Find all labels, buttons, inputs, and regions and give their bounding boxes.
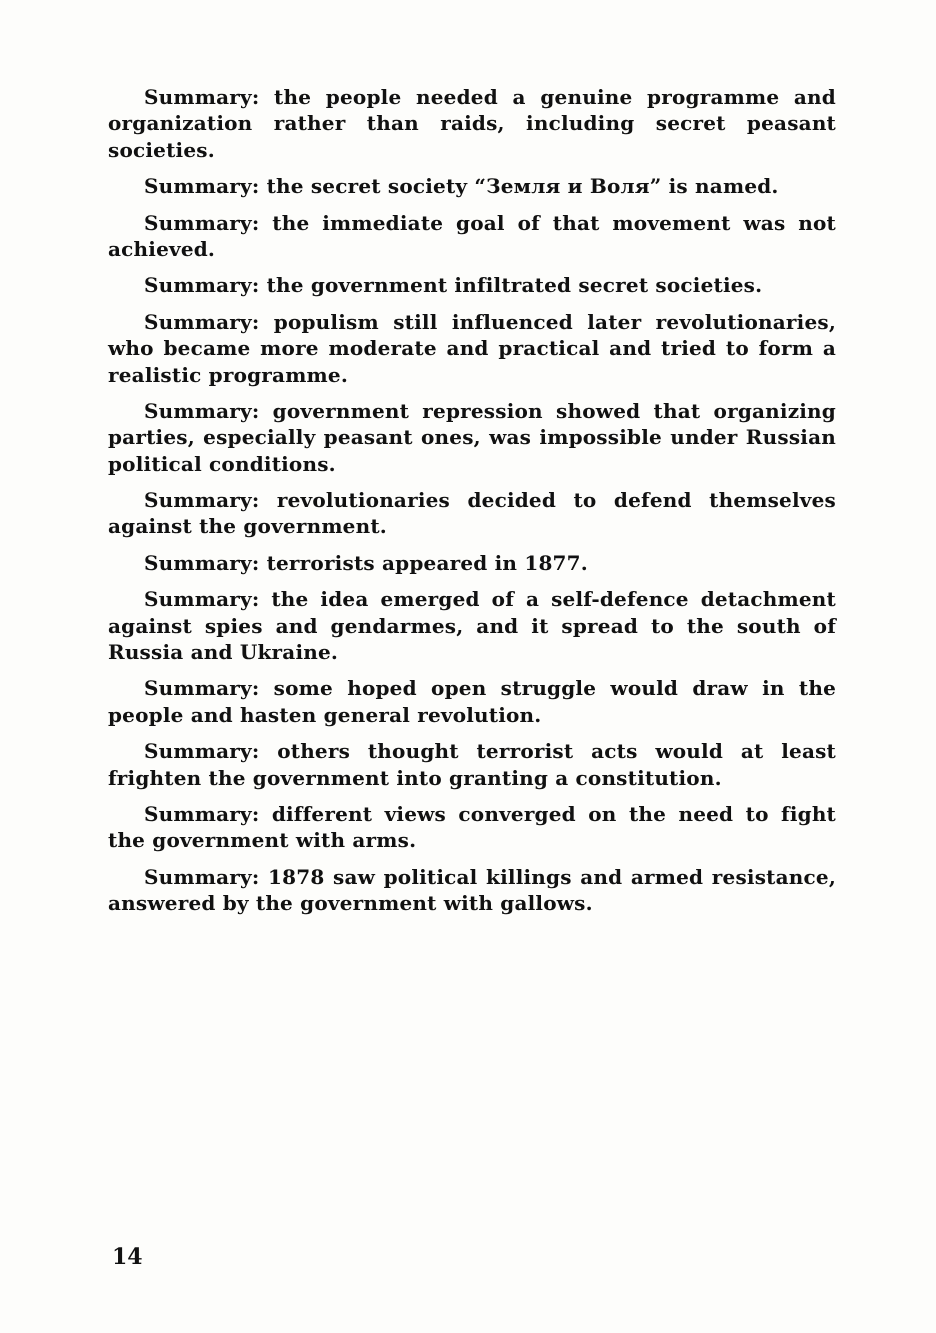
paragraph: Summary: others thought terrorist acts would at least frighten the government into granting a constitution. [108, 739, 836, 790]
paragraph: Summary: the immediate goal of that movement was not achieved. [108, 210, 836, 261]
paragraph: Summary: revolutionaries decided to defend themselves against the government. [108, 488, 836, 539]
paragraph: Summary: government repression showed that organizing parties, especially peasant ones, was impossible under Russian political conditions. [108, 398, 836, 476]
paragraph: Summary: different views converged on the need to fight the government with arms. [108, 801, 836, 853]
paragraph: Summary: the secret society “Земля и Воля” is named. [144, 174, 779, 199]
paragraph: Summary: the government infiltrated secret societies. [144, 273, 763, 298]
page-number: 14 [112, 1244, 143, 1270]
paragraph: Summary: the people needed a genuine programme and organization rather than raids, including secret peasant societies. [108, 85, 836, 162]
paragraph: Summary: terrorists appeared in 1877. [144, 550, 588, 575]
paragraph: Summary: some hoped open struggle would draw in the people and hasten general revolution. [108, 676, 836, 727]
body-text [108, 84, 836, 927]
paragraph: Summary: 1878 saw political killings and armed resistance, answered by the government with gallows. [108, 864, 836, 916]
paragraph: Summary: the idea emerged of a self-defence detachment against spies and gendarmes, and it spread to the south of Russia and Ukraine. [108, 587, 836, 665]
paragraph: Summary: populism still influenced later revolutionaries, who became more moderate and practical and tried to form a realistic programme. [108, 309, 836, 387]
